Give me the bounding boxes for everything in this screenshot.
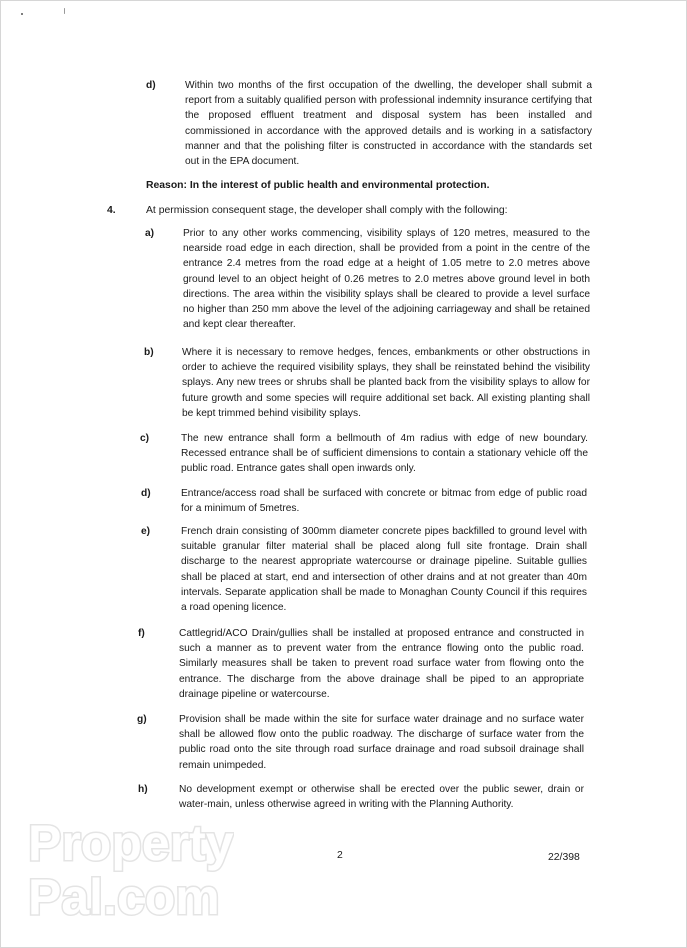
item-text: Where it is necessary to remove hedges, fences, embankments or other obstructions in order to achieve the required visibility splays, they shall be reinstated behind the visibility splays. Any new trees or shrubs shall be planted back from the visibility splays to allow for future growth and some species will require additional set back. All existing planting shall be kept trimmed behind visibility splays. xyxy=(182,347,590,419)
item-text: Entrance/access road shall be surfaced with concrete or bitmac from edge of public road for a minimum of 5metres. xyxy=(181,488,587,515)
scan-fleck xyxy=(64,8,65,14)
item-text: Prior to any other works commencing, visibility splays of 120 metres, measured to the nearside road edge in each direction, shall be provided from a point in the centre of the entrance 2.4 metres from the road edge at a height of 1.05 metre to 2.0 metres above ground level to an object height of 0.26 metres to 2.0 metres above ground level in both directions. The area within the visibility splays shall be cleared to provide a level surface no higher than 250 mm above the level of the adjoining carriageway and shall be retained and kept clear thereafter. xyxy=(183,228,590,331)
item-label: b) xyxy=(144,347,154,358)
condition-item-h xyxy=(138,782,584,816)
page-count: 22/398 xyxy=(548,852,580,863)
item-label: g) xyxy=(137,714,147,725)
condition-item-e xyxy=(141,524,587,619)
condition-item-d xyxy=(141,486,587,520)
reason-statement: Reason: In the interest of public health and environmental protection. xyxy=(146,180,490,191)
item-text: The new entrance shall form a bellmouth of 4m radius with edge of new boundary. Recessed entrance shall be of sufficient dimensions to contain a stationary vehicle off the public road. Entrance gates shall open inwards only. xyxy=(181,433,588,475)
page-number: 2 xyxy=(337,850,343,861)
condition-item-b xyxy=(144,345,590,425)
condition-item-d-top xyxy=(146,78,592,173)
scan-fleck xyxy=(21,13,23,15)
item-text: Cattlegrid/ACO Drain/gullies shall be installed at proposed entrance and constructed in such a manner as to prevent water from the entrance flowing onto the public road. Similarly measures shall be taken to prevent road surface water from flowing onto the entrance. The discharge from the above drainage shall be piped to an appropriate drainage pipeline or watercourse. xyxy=(179,628,584,700)
item-label: d) xyxy=(141,488,151,499)
condition-number: 4. xyxy=(107,205,116,216)
item-label: c) xyxy=(140,433,150,444)
watermark-line-1: Property xyxy=(28,815,234,871)
item-label: d) xyxy=(146,80,156,91)
condition-item-g xyxy=(137,712,584,776)
item-text: Within two months of the first occupation of the dwelling, the developer shall submit a report from a suitably qualified person with professional indemnity insurance certifying that the proposed effluent treatment and disposal system has been installed and commissioned in accordance with the approved details and is working in a satisfactory manner and that the polishing filter is constructed in accordance with the standards set out in the EPA document. xyxy=(185,80,592,168)
item-label: a) xyxy=(145,228,155,239)
item-label: e) xyxy=(141,526,151,537)
item-text: Provision shall be made within the site for surface water drainage and no surface water shall be allowed flow onto the public roadway. The discharge of surface water from the public road onto the site through road surface drainage and road subsoil drainage shall remain unimpeded. xyxy=(179,714,584,771)
watermark-line-2: Pal.com xyxy=(28,869,220,924)
item-label: f) xyxy=(138,628,145,639)
condition-intro: At permission consequent stage, the developer shall comply with the following: xyxy=(146,205,508,216)
item-text: French drain consisting of 300mm diameter concrete pipes backfilled to ground level with suitable granular filter material shall be placed along full site frontage. Drain shall discharge to the nearest appropriate watercourse or drainage pipeline. Suitable gullies shall be placed at start, end and intersection of other drains and at not greater than 40m intervals. Separate application shall be made to Monaghan County Council if this requires a road opening licence. xyxy=(181,526,587,614)
condition-item-f xyxy=(138,626,584,706)
condition-item-a xyxy=(145,226,590,336)
item-text: No development exempt or otherwise shall be erected over the public sewer, drain or water-main, unless otherwise agreed in writing with the Planning Authority. xyxy=(179,784,584,811)
item-label: h) xyxy=(138,784,148,795)
propertypal-watermark xyxy=(24,812,234,924)
condition-item-c xyxy=(140,431,588,481)
